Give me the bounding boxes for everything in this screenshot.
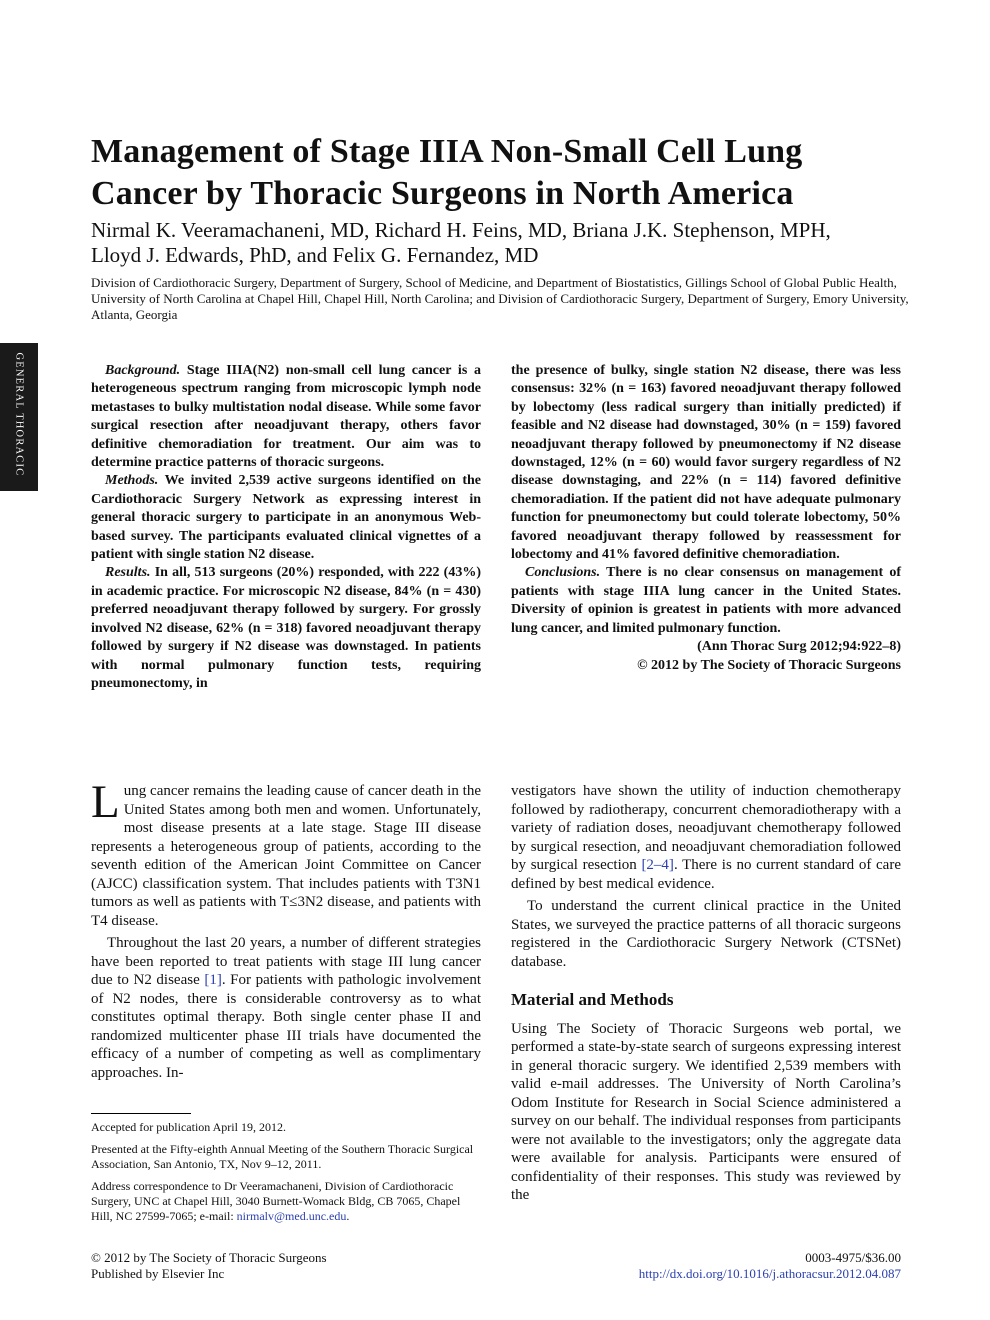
section-tab-label: GENERAL THORACIC	[13, 352, 25, 477]
author-list	[91, 218, 911, 268]
abstract-right-column	[511, 362, 901, 675]
footnotes	[91, 1120, 481, 1231]
page-footer-right	[639, 1250, 901, 1282]
reference-link-1[interactable]: [1]	[204, 972, 222, 988]
footer-publisher: Published by Elsevier Inc	[91, 1266, 225, 1281]
abstract-copyright: © 2012 by The Society of Thoracic Surgeons	[637, 657, 901, 673]
abstract-results-continued: the presence of bulky, single station N2 disease, there was less consensus: 32% (n = 163) favored neoadjuvant therapy followed by lobectomy (less radical surgery than initially predicted) if feasible and N2 disease had downstaged, 30% (n = 159) favored neoadjuvant therapy followed by pneumonectomy if N2 disease downstaged, 12% (n = 60) would favor surgery regardless of N2 disease downstaging, and 22% (n = 114) favored definitive chemoradiation. If the patient did not have adequate pulmonary function for pneumonectomy but could tolerate lobectomy, 50% favored neoadjuvant therapy followed by reassessment for lobectomy and 41% favored definitive chemoradiation.	[511, 363, 901, 563]
section-heading-methods: Material and Methods	[511, 990, 674, 1009]
affiliation: Division of Cardiothoracic Surgery, Department of Surgery, School of Medicine, and Department of Biostatistics, Gillings School of Global Public Health, University of North Carolina at Chapel Hill, Chapel Hill, North Carolina; and Division of Cardiothoracic Surgery, Department of Surgery, Emory University, Atlanta, Georgia	[91, 275, 909, 322]
footnote-divider	[91, 1113, 191, 1114]
author-line-2: Lloyd J. Edwards, PhD, and Felix G. Fernandez, MD	[91, 243, 539, 267]
article-title: Management of Stage IIIA Non-Small Cell Lung Cancer by Thoracic Surgeons in North America	[91, 133, 803, 212]
methods-text: We invited 2,539 active surgeons identified on the Cardiothoracic Surgery Network as expressing interest in general thoracic surgery to participate in an anonymous Web-based survey. The participants evaluated clinical vignettes of a patient with single station N2 disease.	[91, 473, 482, 563]
footnote-address-text: Address correspondence to Dr Veeramachaneni, Division of Cardiothoracic Surgery, UNC at Chapel Hill, 3040 Burnett-Womack Bldg, CB 7065, Chapel Hill, NC 27599-7065; e-mail:	[91, 1179, 461, 1223]
section-tab	[0, 343, 38, 491]
background-label: Background.	[105, 363, 181, 378]
email-link[interactable]: nirmalv@med.unc.edu	[236, 1209, 347, 1223]
intro-paragraph-2	[91, 934, 481, 1082]
intro-paragraph-1-text: ung cancer remains the leading cause of cancer death in the United States among both men and women. Unfortunately, most disease presents at a late stage. Stage III disease represents a heterogeneous group of patients, according to the seventh edition of the American Joint Committee on Cancer (AJCC) classification system. That includes patients with T3N1 tumors as well as patients with T≤3N2 disease, and patients with T4 disease.	[91, 783, 481, 929]
results-text: In all, 513 surgeons (20%) responded, with 222 (43%) in academic practice. For microscopic N2 disease, 84% (n = 430) preferred neoadjuvant therapy followed by surgery. For grossly involved N2 disease, 62% (n = 318) favored neoadjuvant therapy followed by surgery if N2 disease was downstaged. In patients with normal pulmonary function tests, requiring pneumonectomy, in	[91, 565, 481, 691]
drop-cap: L	[91, 776, 120, 828]
footer-copyright: © 2012 by The Society of Thoracic Surgeons	[91, 1250, 327, 1265]
background-text: Stage IIIA(N2) non-small cell lung cancer is a heterogeneous spectrum ranging from microscopic lymph node metastases to bulky multistation nodal disease. While some favor surgical resection after neoadjuvant therapy, others favor definitive chemoradiation for treatment. Our aim was to determine practice patterns of thoracic surgeons.	[91, 363, 481, 471]
methods-paragraph-1: Using The Society of Thoracic Surgeons web portal, we performed a state-by-state search of surgeons expressing interest in general thoracic surgery. We identified 2,539 members with valid e-mail addresses. The University of North Carolina’s Odom Institute for Research in Social Science administered a survey on our behalf. The individual responses from participants were not available to the investigators; only the aggregate data were available for analysis. Participants were ensured of confidentiality of their responses. This study was reviewed by the	[511, 1020, 901, 1203]
footnote-address-end: .	[346, 1209, 350, 1223]
intro-paragraph-3-text-a: vestigators have shown the utility of induction chemotherapy followed by radiotherapy, concurrent chemoradiotherapy with a variety of radiation doses, neoadjuvant chemotherapy followed by surgical resection, and neoadjuvant chemoradiation followed by surgical resection	[511, 783, 901, 873]
body-right-column	[511, 782, 901, 1209]
intro-paragraph-2-text-a: Throughout the last 20 years, a number of different strategies have been reported to treat patients with stage III lung cancer due to N2 disease	[91, 935, 481, 988]
footnote-accepted: Accepted for publication April 19, 2012.	[91, 1120, 286, 1134]
body-left-column	[91, 776, 481, 1086]
doi-link[interactable]: http://dx.doi.org/10.1016/j.athoracsur.2012.04.087	[638, 1266, 901, 1281]
footnote-presented: Presented at the Fifty-eighth Annual Meeting of the Southern Thoracic Surgical Association, San Antonio, TX, Nov 9–12, 2011.	[91, 1142, 474, 1171]
intro-paragraph-1	[91, 776, 481, 930]
page-footer-left	[91, 1250, 327, 1282]
conclusions-text: There is no clear consensus on management of patients with stage IIIA lung cancer in the United States. Diversity of opinion is greatest in patients with more advanced lung cancer, and limited pulmonary function.	[511, 565, 902, 636]
abstract-methods	[91, 472, 481, 564]
abstract-results	[91, 564, 481, 693]
intro-paragraph-3-text-b: . There is no current standard of care defined by best medical evidence.	[511, 857, 901, 892]
intro-paragraph-2-continued	[511, 782, 901, 893]
footnote-address	[91, 1179, 481, 1224]
reference-link-2-4[interactable]: [2–4]	[641, 857, 674, 873]
abstract-background	[91, 362, 481, 472]
journal-citation: (Ann Thorac Surg 2012;94:922–8)	[697, 639, 901, 655]
abstract-left-column	[91, 362, 481, 693]
intro-paragraph-3: To understand the current clinical practice in the United States, we surveyed the practice patterns of all thoracic surgeons registered in the Cardiothoracic Surgery Network (CTSNet) database.	[511, 898, 901, 970]
footer-issn: 0003-4975/$36.00	[805, 1250, 901, 1265]
intro-paragraph-2-text-b: . For patients with pathologic involvement of N2 nodes, there is considerable controversy as to what constitutes optimal therapy. Both single center phase II and randomized multicenter phase III trials have documented the efficacy of a number of competing as well as complimentary approaches. In-	[91, 972, 481, 1081]
methods-label: Methods.	[105, 473, 159, 489]
results-label: Results.	[105, 565, 151, 581]
author-line-1: Nirmal K. Veeramachaneni, MD, Richard H. Feins, MD, Briana J.K. Stephenson, MPH,	[91, 218, 831, 242]
abstract-conclusions	[511, 564, 901, 638]
conclusions-label: Conclusions.	[525, 565, 601, 581]
